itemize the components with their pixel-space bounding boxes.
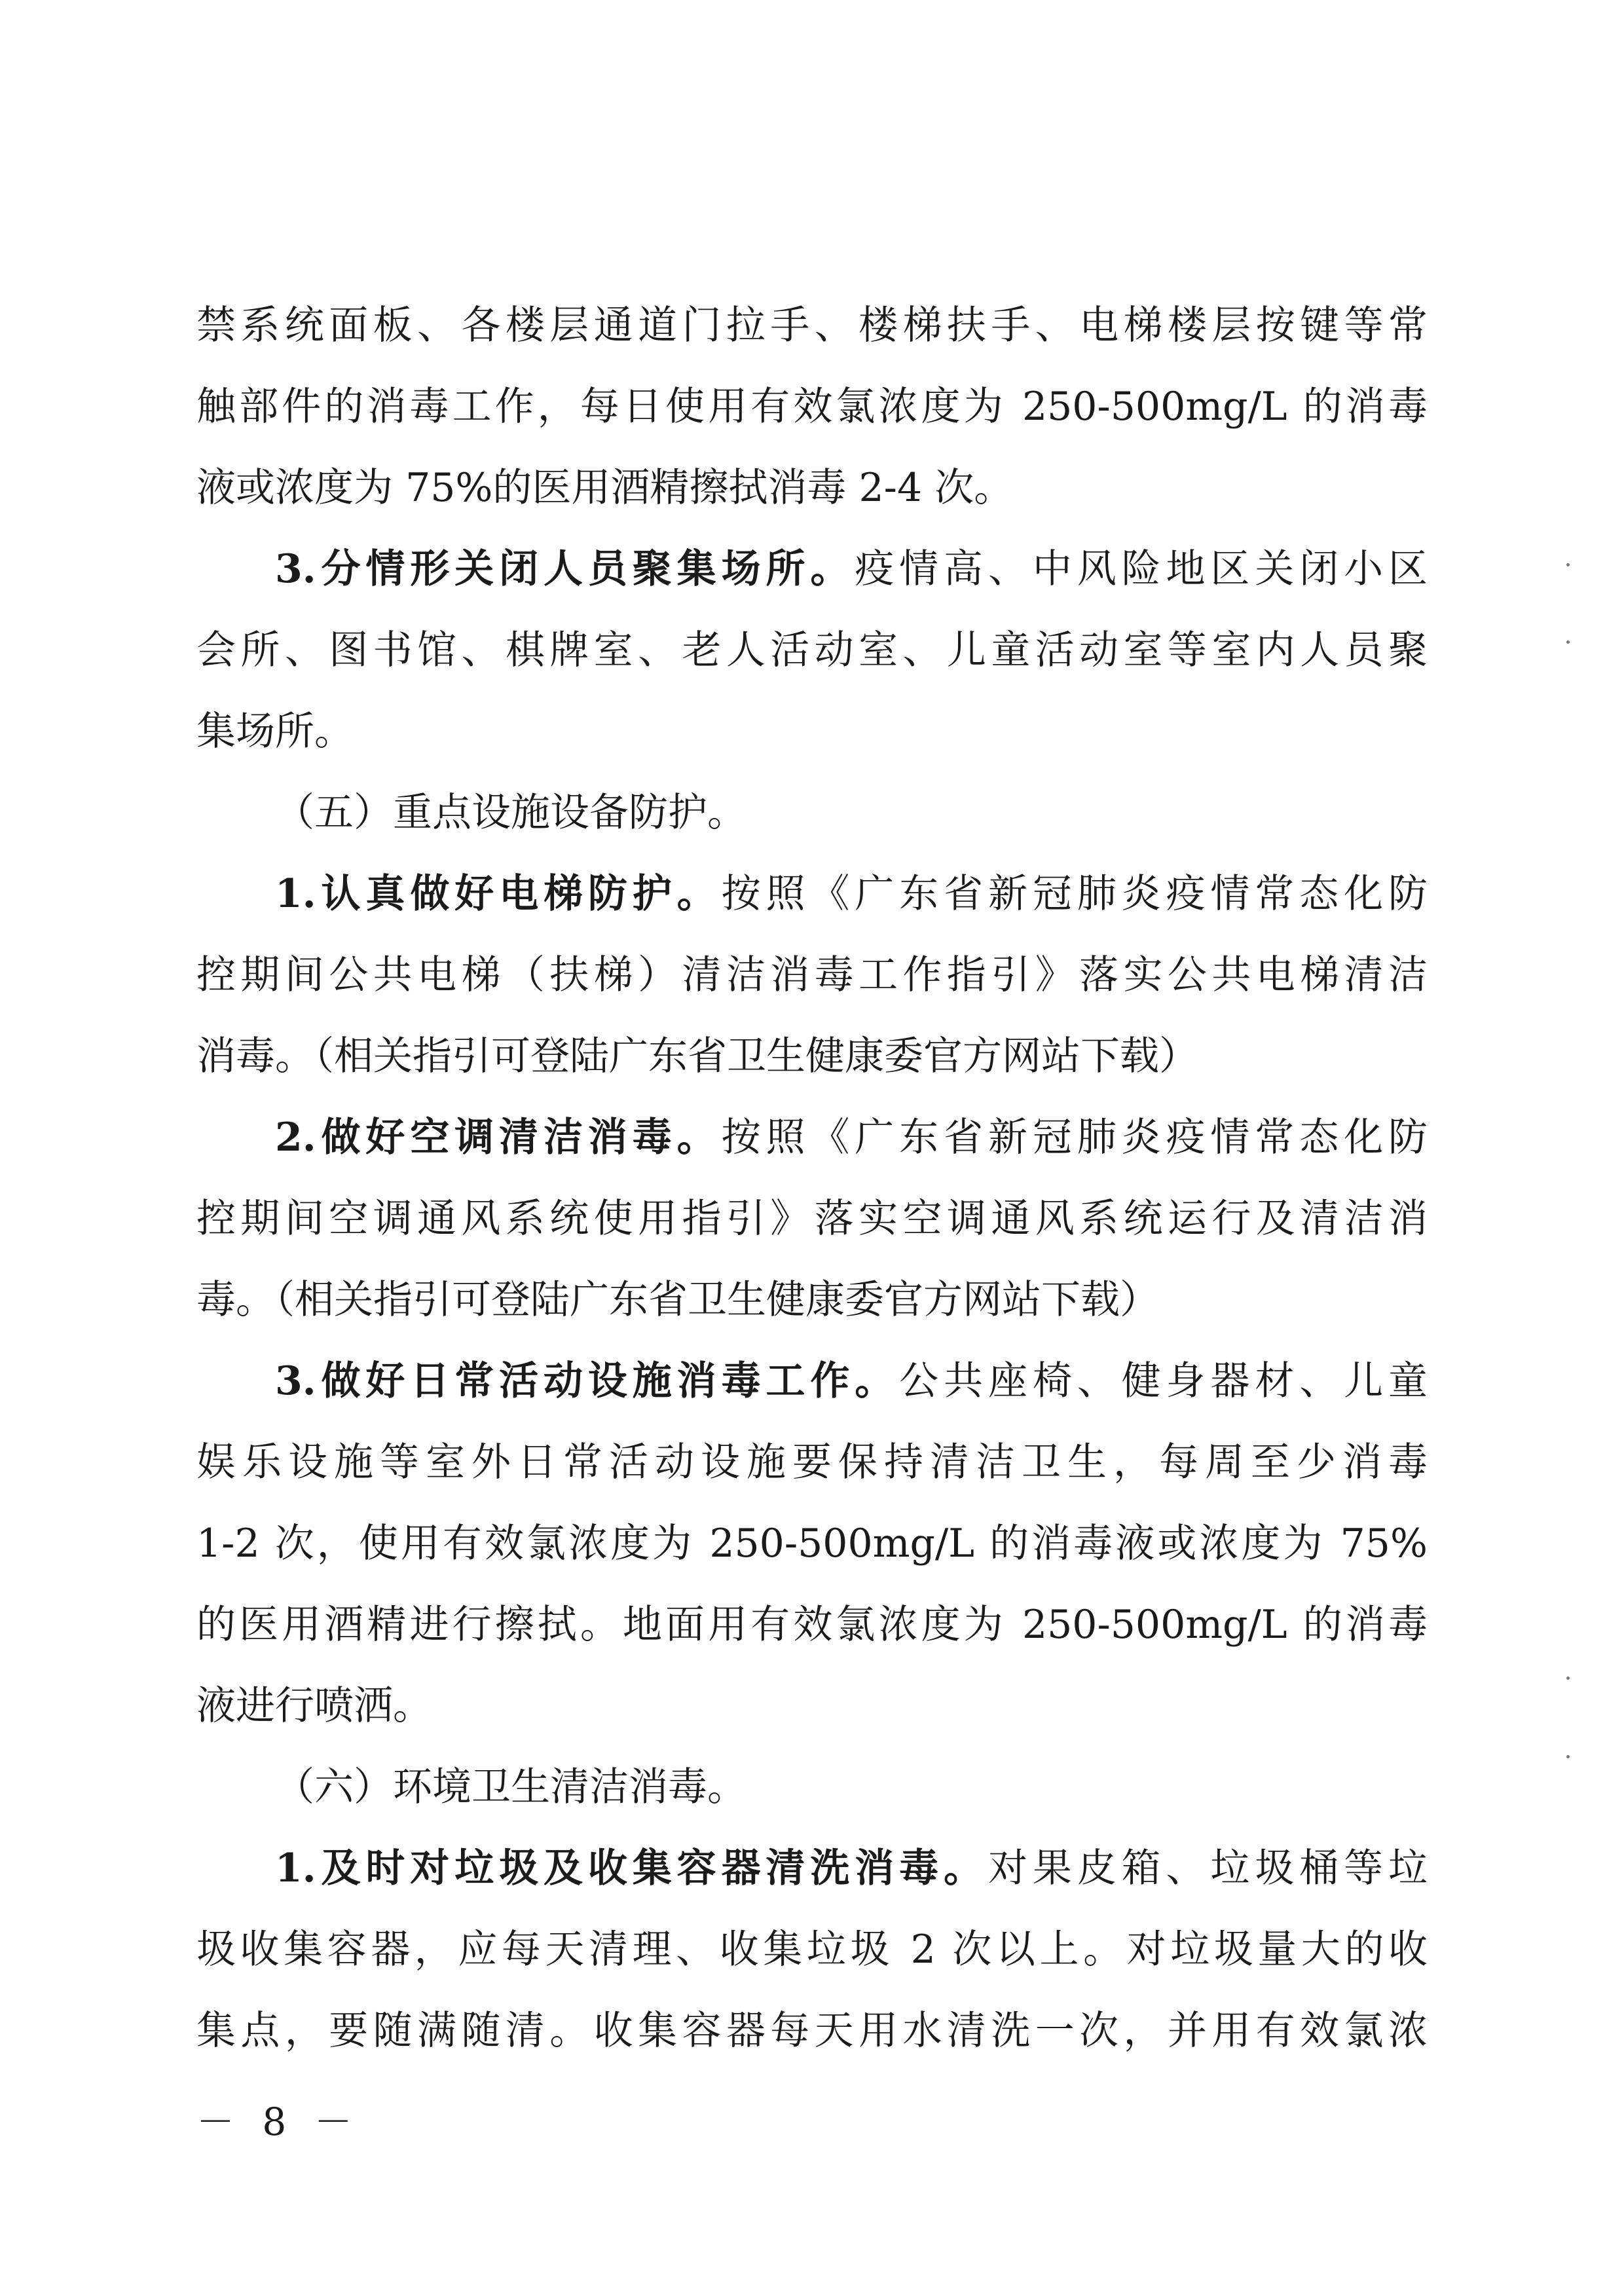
body-line-21	[196, 1909, 1428, 1990]
document-body	[196, 285, 1428, 2071]
line-text: 控期间公共电梯（扶梯）清洁消毒工作指引》落实公共电梯清洁	[196, 952, 1428, 998]
body-line-18	[196, 1665, 1428, 1747]
body-line-9	[196, 935, 1428, 1016]
subsection-heading-close-gathering-places	[196, 528, 1428, 610]
body-line-15	[196, 1422, 1428, 1503]
subsection-heading-elevator	[196, 853, 1428, 935]
body-line-10	[196, 1016, 1428, 1097]
section-heading-6	[196, 1747, 1428, 1828]
line-text: 毒。（相关指引可登陆广东省卫生健康委官方网站下载）	[196, 1277, 1159, 1323]
line-text: 集点，要随满随清。收集容器每天用水清洗一次，并用有效氯浓	[196, 2008, 1428, 2054]
subsection-title: 1.及时对垃圾及收集容器清洗消毒。	[275, 1845, 988, 1891]
line-text: 控期间空调通风系统使用指引》落实空调通风系统运行及清洁消	[196, 1196, 1428, 1242]
body-line-22	[196, 1990, 1428, 2071]
body-line-13	[196, 1259, 1428, 1341]
body-line-2	[196, 366, 1428, 447]
scan-speck	[1566, 1676, 1570, 1680]
scan-speck	[1566, 563, 1570, 566]
line-text: 禁系统面板、各楼层通道门拉手、楼梯扶手、电梯楼层按键等常	[196, 303, 1428, 348]
line-text: 触部件的消毒工作，每日使用有效氯浓度为 250-500mg/L 的消毒	[196, 384, 1428, 430]
page-number: － 8 －	[196, 2100, 360, 2144]
section-heading-5	[196, 772, 1428, 853]
line-text: 1-2 次，使用有效氯浓度为 250-500mg/L 的消毒液或浓度为 75%	[196, 1521, 1428, 1566]
line-text: 疫情高、中风险地区关闭小区	[855, 546, 1428, 592]
section-title: （六）环境卫生清洁消毒。	[275, 1764, 747, 1810]
subsection-heading-waste-containers	[196, 1828, 1428, 1909]
line-text: 公共座椅、健身器材、儿童	[899, 1358, 1428, 1404]
subsection-heading-air-conditioning	[196, 1097, 1428, 1178]
line-text: 液或浓度为 75%的医用酒精擦拭消毒 2-4 次。	[196, 465, 1014, 511]
subsection-heading-activity-facilities	[196, 1341, 1428, 1422]
line-text: 按照《广东省新冠肺炎疫情常态化防	[721, 871, 1428, 917]
line-text: 集场所。	[196, 709, 354, 754]
line-text: 按照《广东省新冠肺炎疫情常态化防	[721, 1115, 1428, 1160]
body-line-1	[196, 285, 1428, 366]
subsection-title: 1.认真做好电梯防护。	[275, 871, 722, 917]
line-text: 对果皮箱、垃圾桶等垃	[987, 1845, 1428, 1891]
line-text: 液进行喷洒。	[196, 1683, 432, 1729]
section-title: （五）重点设施设备防护。	[275, 790, 747, 836]
subsection-title: 3.分情形关闭人员聚集场所。	[275, 546, 855, 592]
body-line-5	[196, 610, 1428, 691]
body-line-12	[196, 1178, 1428, 1259]
line-text: 娱乐设施等室外日常活动设施要保持清洁卫生，每周至少消毒	[196, 1439, 1428, 1485]
subsection-title: 3.做好日常活动设施消毒工作。	[275, 1358, 900, 1404]
body-line-16	[196, 1503, 1428, 1584]
body-line-3	[196, 447, 1428, 528]
line-text: 的医用酒精进行擦拭。地面用有效氯浓度为 250-500mg/L 的消毒	[196, 1602, 1428, 1648]
scan-speck	[1566, 1755, 1570, 1758]
line-text: 消毒。（相关指引可登陆广东省卫生健康委官方网站下载）	[196, 1033, 1198, 1079]
subsection-title: 2.做好空调清洁消毒。	[275, 1115, 722, 1160]
body-line-17	[196, 1584, 1428, 1665]
line-text: 圾收集容器，应每天清理、收集垃圾 2 次以上。对垃圾量大的收	[196, 1927, 1428, 1972]
scan-speck	[1566, 640, 1570, 644]
line-text: 会所、图书馆、棋牌室、老人活动室、儿童活动室等室内人员聚	[196, 627, 1428, 673]
body-line-6	[196, 691, 1428, 772]
